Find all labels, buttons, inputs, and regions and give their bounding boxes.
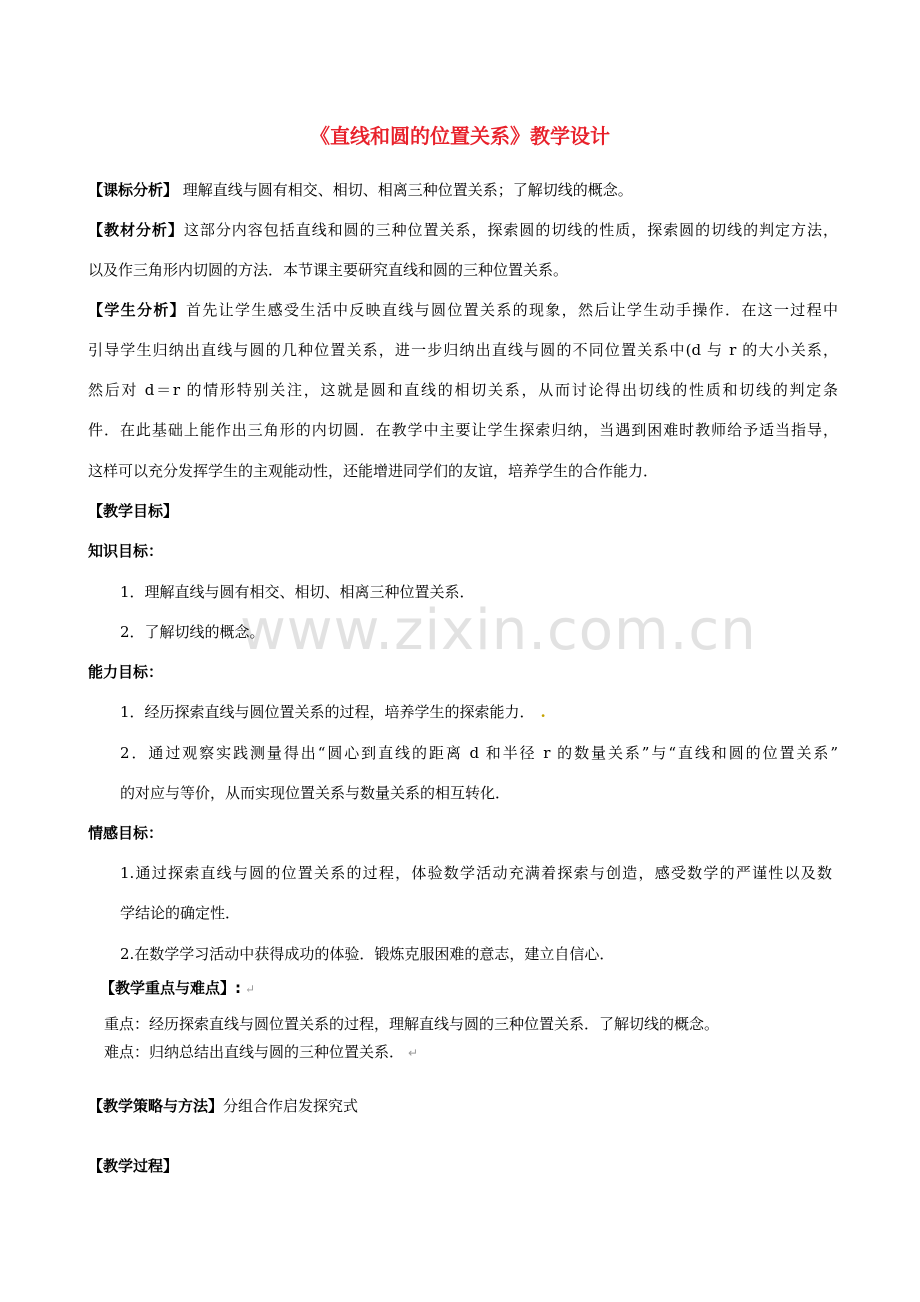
student-analysis-line-1 [88,300,838,320]
document-title: 《直线和圆的位置关系》教学设计 [310,124,610,148]
key-points-label: 【教学重点与难点】: [100,979,241,997]
return-mark-icon: ↵ [245,982,256,996]
teaching-goals-heading: 【教学目标】 [88,502,179,520]
emotion-goal-2: 2.在数学学习活动中获得成功的体验．锻炼克服困难的意志，建立自信心． [120,945,615,963]
emotion-goals-heading: 情感目标： [88,824,164,842]
ability-goal-2-line-1: 2．通过观察实践测量得出“圆心到直线的距离 d 和半径 r 的数量关系”与“直线和圆的位置关系” [120,744,838,762]
dot-mark-icon: . [540,703,546,721]
student-analysis-line-5: 这样可以充分发挥学生的主观能动性，还能增进同学们的友谊，培养学生的合作能力． [88,462,659,480]
curriculum-analysis-text: 理解直线与圆有相交、相切、相离三种位置关系；了解切线的概念。 [182,181,633,199]
emotion-goal-1-line-1: 1.通过探索直线与圆的位置关系的过程，体验数学活动充满着探索与创造，感受数学的严谨性以及数 [120,864,832,882]
teaching-strategy [88,1096,838,1116]
curriculum-analysis [88,180,838,200]
textbook-analysis-line-2: 以及作三角形内切圆的方法．本节课主要研究直线和圆的三种位置关系。 [88,261,569,279]
ability-goals-heading: 能力目标： [88,663,164,681]
key-point-text: 重点：经历探索直线与圆位置关系的过程，理解直线与圆的三种位置关系．了解切线的概念。 [104,1015,720,1033]
knowledge-goal-2: 2．了解切线的概念。 [120,623,265,641]
student-analysis-line-4: 件．在此基础上能作出三角形的内切圆．在教学中主要让学生探索归纳，当遇到困难时教师给予适当指导， [88,421,838,439]
student-analysis-label: 【学生分析】 [88,301,186,319]
ability-goal-1 [120,702,870,722]
teaching-process-heading: 【教学过程】 [88,1157,179,1175]
student-analysis-text-1: 首先让学生感受生活中反映直线与圆位置关系的现象，然后让学生动手操作．在这一过程中 [186,301,838,319]
textbook-analysis-text-1: 这部分内容包括直线和圆的三种位置关系，探索圆的切线的性质，探索圆的切线的判定方法， [183,221,838,239]
teaching-strategy-label: 【教学策略与方法】 [88,1097,224,1115]
ability-goal-1-text: 1．经历探索直线与圆位置关系的过程，培养学生的探索能力． [120,703,535,721]
knowledge-goal-1: 1．理解直线与圆有相交、相切、相离三种位置关系． [120,583,475,601]
difficulty-text: 难点：归纳总结出直线与圆的三种位置关系． [104,1043,405,1061]
textbook-analysis-label: 【教材分析】 [88,221,184,239]
student-analysis-line-3: 然后对 d＝r 的情形特别关注，这就是圆和直线的相切关系，从而讨论得出切线的性质和切线的判定条 [88,381,838,399]
watermark: www.zixin.com.cn [240,598,757,663]
return-mark-icon: ↵ [408,1046,419,1060]
key-points-heading [100,978,850,999]
emotion-goal-1-line-2: 学结论的确定性． [120,904,241,922]
difficulty-line [104,1042,854,1063]
knowledge-goals-heading: 知识目标： [88,542,164,560]
curriculum-analysis-label: 【课标分析】 [88,181,179,199]
ability-goal-2-line-2: 的对应与等价，从而实现位置关系与数量关系的相互转化． [120,784,511,802]
student-analysis-line-2: 引导学生归纳出直线与圆的几种位置关系，进一步归纳出直线与圆的不同位置关系中(d 与 r 的大小关系， [88,341,838,359]
textbook-analysis-line-1 [88,220,838,240]
teaching-strategy-text: 分组合作启发探究式 [223,1097,359,1115]
